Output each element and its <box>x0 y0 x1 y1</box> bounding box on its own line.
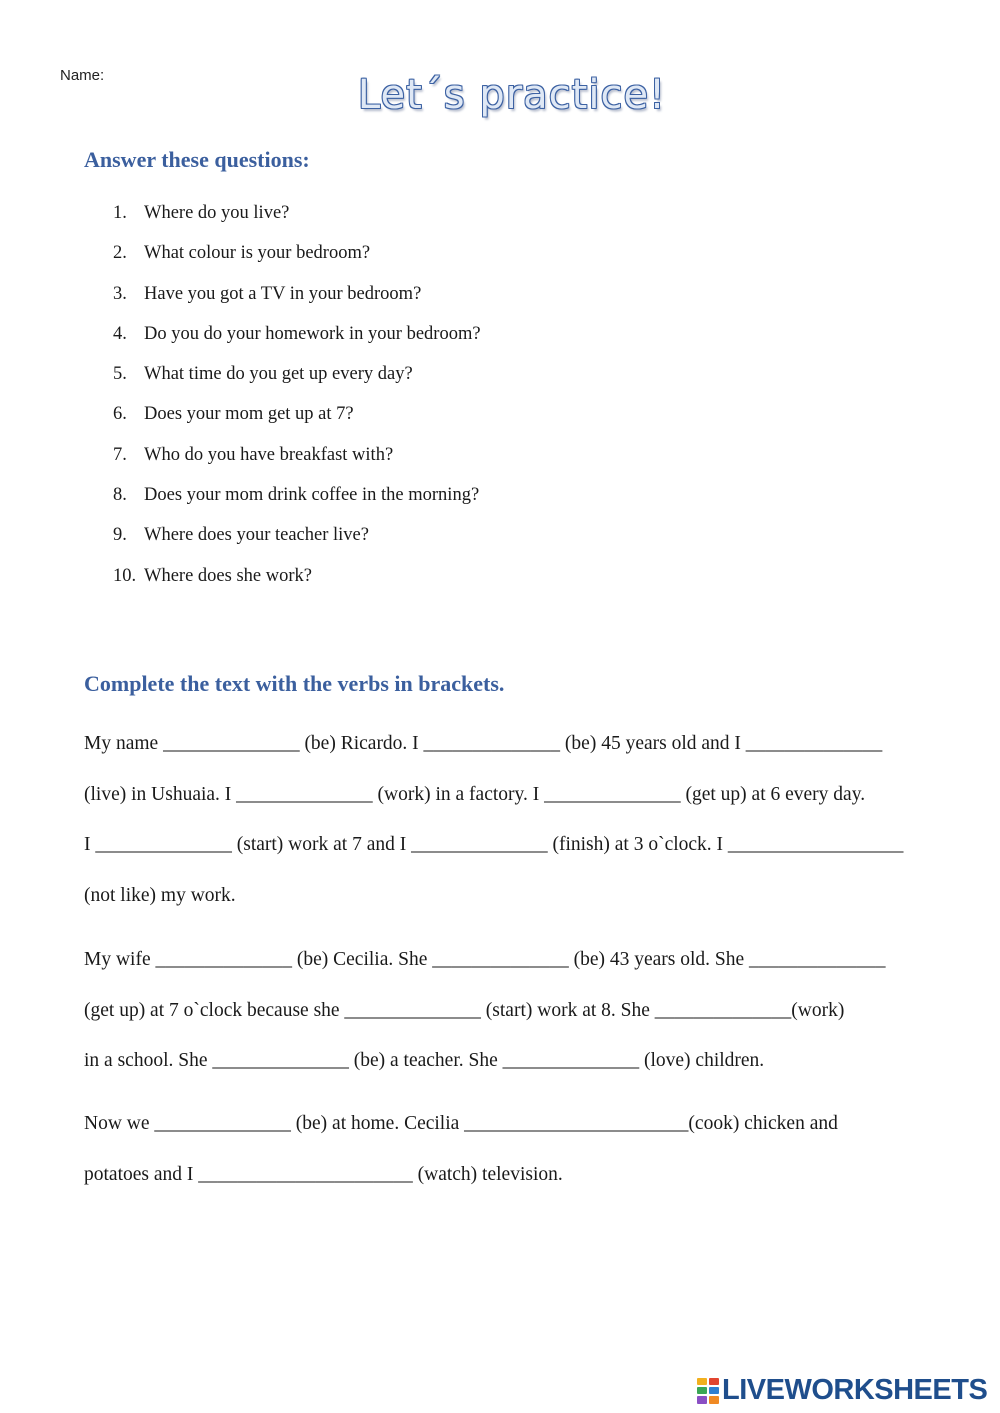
paragraph-line: (live) in Ushuaia. I ______________ (work) in a factory. I ______________ (get up) at 6 every day. <box>84 783 866 805</box>
question-number: 10. <box>113 565 137 586</box>
logo-tile <box>697 1378 707 1385</box>
question-item <box>113 485 481 525</box>
page-title: Let´s practice! <box>357 72 667 118</box>
question-item <box>113 525 481 565</box>
liveworksheets-logo <box>697 1376 987 1405</box>
question-text: What time do you get up every day? <box>144 364 413 385</box>
question-text: Does your mom get up at 7? <box>144 404 354 425</box>
question-text: Where does she work? <box>144 565 312 586</box>
question-number: 4. <box>113 323 127 344</box>
question-number: 6. <box>113 404 127 425</box>
question-number: 5. <box>113 364 127 385</box>
paragraph-ricardo <box>84 733 954 935</box>
question-number: 9. <box>113 525 127 546</box>
question-text: Does your mom drink coffee in the morning? <box>144 485 480 506</box>
paragraph-line: (get up) at 7 o`clock because she ______________ (start) work at 8. She ______________(work) <box>84 999 845 1021</box>
logo-tile <box>709 1378 719 1385</box>
question-item <box>113 203 481 243</box>
question-number: 7. <box>113 444 127 465</box>
paragraph-line: (not like) my work. <box>84 884 236 906</box>
question-text: Who do you have breakfast with? <box>144 444 394 465</box>
paragraph-line: I ______________ (start) work at 7 and I ______________ (finish) at 3 o`clock. I __________________ <box>84 834 904 855</box>
paragraph-cecilia <box>84 949 954 1101</box>
liveworksheets-logo-icon <box>697 1378 719 1404</box>
logo-tile <box>709 1396 719 1403</box>
question-text: Do you do your homework in your bedroom? <box>144 323 481 344</box>
question-item <box>113 364 481 404</box>
question-number: 3. <box>113 283 127 304</box>
question-item <box>113 566 481 606</box>
question-list <box>113 203 481 606</box>
question-text: Have you got a TV in your bedroom? <box>144 283 422 304</box>
question-number: 2. <box>113 243 127 264</box>
logo-tile <box>697 1396 707 1403</box>
paragraph-line: My wife ______________ (be) Cecilia. She ______________ (be) 43 years old. She ______________ <box>84 949 886 970</box>
paragraph-line: in a school. She ______________ (be) a teacher. She ______________ (love) children. <box>84 1050 765 1071</box>
question-text: Where do you live? <box>144 203 290 223</box>
name-label: Name: <box>60 67 105 84</box>
paragraph-line: potatoes and I ______________________ (watch) television. <box>84 1163 563 1185</box>
paragraph-line: Now we ______________ (be) at home. Cecilia _______________________(cook) chicken and <box>84 1113 838 1134</box>
question-number: 8. <box>113 485 127 506</box>
question-item <box>113 284 481 324</box>
logo-tile <box>709 1387 719 1394</box>
section-heading-complete-text: Complete the text with the verbs in brackets. <box>84 671 505 696</box>
logo-text: LIVEWORKSHEETS <box>722 1374 988 1406</box>
section-heading-questions: Answer these questions: <box>84 147 310 172</box>
paragraph-line: My name ______________ (be) Ricardo. I ______________ (be) 45 years old and I ______________ <box>84 733 883 754</box>
question-text: Where does your teacher live? <box>144 525 369 546</box>
paragraph-home <box>84 1113 954 1214</box>
logo-tile <box>697 1387 707 1394</box>
question-item <box>113 404 481 444</box>
question-number: 1. <box>113 203 127 223</box>
question-item <box>113 324 481 364</box>
question-item <box>113 243 481 283</box>
question-text: What colour is your bedroom? <box>144 243 371 264</box>
question-item <box>113 445 481 485</box>
